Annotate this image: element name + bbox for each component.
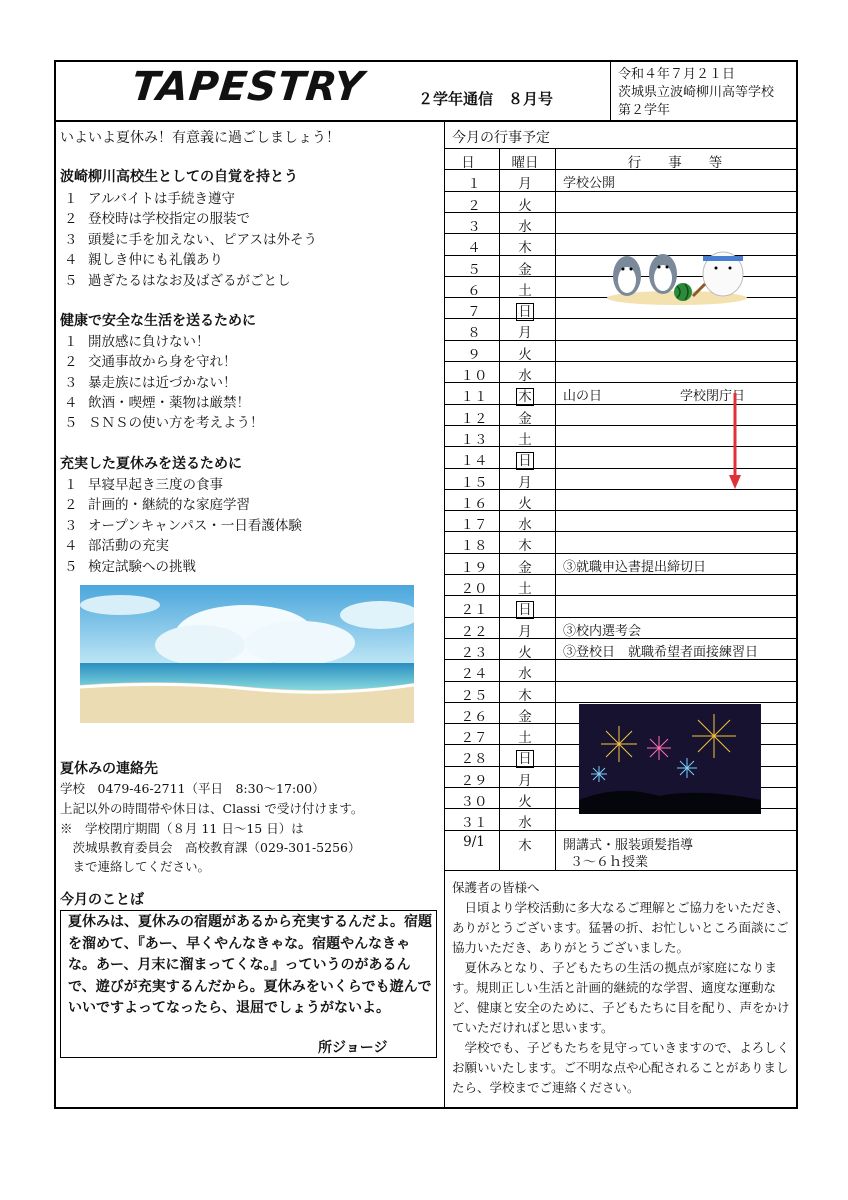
list-item: ４ 部活動の充実 (64, 538, 169, 554)
quote-title: 今月のことば (60, 892, 144, 908)
schedule-weekday (500, 684, 550, 704)
schedule-row-line (444, 446, 798, 447)
schedule-weekday (500, 471, 550, 491)
weekday-label: 月 (518, 474, 532, 491)
schedule-weekday (500, 726, 550, 746)
schedule-weekday (500, 620, 550, 640)
period-arrow (728, 393, 742, 489)
weekday-label: 金 (518, 261, 532, 278)
header-vertical-divider (610, 60, 611, 122)
section-title-summer: 充実した夏休みを送るために (60, 456, 242, 472)
schedule-day: １６ (460, 495, 488, 512)
schedule-weekday (500, 258, 550, 278)
weekday-label: 月 (518, 176, 532, 193)
list-item: ５ ＳＮＳの使い方を考えよう！ (64, 415, 264, 431)
schedule-bottom-line (444, 870, 798, 871)
schedule-col-line (555, 148, 556, 870)
contact-line: まで連絡してください。 (60, 859, 211, 874)
schedule-header-day: 日 (461, 155, 475, 171)
schedule-row-line (444, 617, 798, 618)
schedule-day: ３１ (460, 815, 488, 832)
schedule-row-line (444, 659, 798, 660)
schedule-weekday (500, 449, 550, 469)
list-item: ５ 検定試験への挑戦 (64, 559, 196, 575)
quote-text: 夏休みは、夏休みの宿題があるから充実するんだよ。宿題を溜めて、『あー、早くやんなきゃな。宿題やんなきゃな。あー、月末に溜まってくな。』っていうのがあるんで、遊びが充実するんだから。夏休みをいくらでも遊んでいいですよってなったら、退屈でしょうがないよ。 (68, 914, 432, 1016)
weekday-label: 火 (518, 346, 532, 363)
list-item: ２ 計画的・継続的な家庭学習 (64, 497, 250, 513)
parents-paragraph: 夏休みとなり、子どもたちの生活の拠点が家庭になります。規則正しい生活と計画的継続的な学習、適度な運動など、健康と安全のために、子どもたちに目を配り、声をかけていただければと思います。 (452, 960, 790, 1035)
schedule-row-line (444, 574, 798, 575)
schedule-weekday (500, 811, 550, 831)
contact-line: 茨城県教育委員会 高校教育課（029-301-5256） (60, 840, 361, 855)
schedule-event: ③登校日 就職希望者面接練習日 (563, 644, 759, 660)
schedule-weekday (500, 534, 550, 554)
contact-title: 夏休みの連絡先 (60, 761, 158, 777)
weekday-label: 土 (518, 730, 532, 747)
schedule-day: ４ (467, 240, 481, 257)
schedule-event: ３～６ｈ授業 (570, 854, 649, 870)
weekday-label: 水 (518, 368, 532, 384)
schedule-day: １８ (460, 538, 488, 555)
schedule-row-line (444, 681, 798, 682)
weekday-label: 日 (518, 602, 532, 619)
weekday-label: 火 (518, 495, 532, 512)
weekday-label: 木 (518, 240, 532, 257)
weekday-label: 火 (518, 644, 532, 661)
schedule-weekday (500, 790, 550, 810)
column-divider (444, 120, 445, 1109)
schedule-day: １２ (460, 410, 488, 427)
parents-title: 保護者の皆様へ (452, 880, 540, 895)
list-item: ２ 登校時は学校指定の服装で (64, 211, 250, 227)
schedule-weekday (500, 428, 550, 448)
weekday-label: 水 (518, 218, 532, 235)
schedule-row-line (444, 510, 798, 511)
schedule-day: ８ (467, 325, 481, 342)
section-title-awareness: 波崎柳川高校生としての自覚を持とう (60, 169, 298, 185)
schedule-weekday (500, 513, 550, 533)
schedule-day: ２２ (460, 623, 488, 640)
schedule-day: ２ (467, 197, 481, 214)
weekday-label: 水 (518, 815, 532, 832)
schedule-event: 開講式・服装頭髪指導 (563, 837, 694, 853)
schedule-weekday (500, 300, 550, 320)
schedule-day: ６ (467, 282, 481, 299)
schedule-weekday (500, 577, 550, 597)
schedule-weekday (500, 194, 550, 214)
schedule-day: １１ (460, 389, 488, 406)
contact-line: ※ 学校閉庁期間（８月 11 日～15 日）は (60, 821, 304, 836)
beach-illustration (80, 585, 414, 723)
schedule-weekday (500, 769, 550, 789)
parents-message (452, 878, 790, 1098)
schedule-day: ７ (467, 304, 481, 321)
schedule-day: ３０ (460, 794, 488, 810)
list-item: ５ 過ぎたるはなお及ばざるがごとし (64, 273, 291, 289)
schedule-day: ３ (467, 218, 481, 235)
list-item: ２ 交通事故から身を守れ！ (64, 354, 237, 370)
weekday-label: 月 (518, 623, 532, 640)
schedule-row-line (444, 340, 798, 341)
list-item: ４ 親しき仲にも礼儀あり (64, 252, 223, 268)
schedule-weekday (500, 321, 550, 341)
schedule-day: ２７ (460, 730, 488, 747)
schedule-day: ９ (467, 346, 481, 363)
schedule-weekday (500, 492, 550, 512)
weekday-label: 金 (518, 559, 532, 576)
schedule-row-line (444, 425, 798, 426)
weekday-label: 日 (518, 751, 532, 768)
schedule-weekday (500, 343, 550, 363)
section-title-health: 健康で安全な生活を送るために (60, 313, 256, 329)
weekday-label: 土 (518, 581, 532, 597)
schedule-row-line (444, 404, 798, 405)
schedule-row-line (444, 830, 798, 831)
schedule-weekday (500, 385, 550, 405)
weekday-label: 火 (518, 197, 532, 214)
grade-label: 第２学年 (618, 103, 671, 118)
weekday-label: 木 (518, 538, 532, 555)
weekday-label: 日 (518, 453, 532, 470)
contact-line: 上記以外の時間帯や休日は、Classi で受け付けます。 (60, 801, 364, 816)
penguin-bear-illustration (605, 236, 750, 306)
quote-author: 所ジョージ (318, 1040, 388, 1056)
schedule-day: ２５ (460, 687, 488, 704)
weekday-label: 木 (518, 389, 532, 406)
schedule-header-weekday: 曜日 (511, 155, 539, 171)
schedule-day: ２３ (460, 644, 488, 661)
schedule-row-line (444, 531, 798, 532)
schedule-event: 学校公開 (563, 176, 616, 192)
list-item: ３ オープンキャンパス・一日看護体験 (64, 518, 302, 534)
list-item: ３ 頭髪に手を加えない、ピアスは外そう (64, 232, 317, 248)
schedule-row-line (444, 318, 798, 319)
schedule-weekday (500, 236, 550, 256)
weekday-label: 月 (518, 772, 532, 789)
schedule-row-line (444, 212, 798, 213)
fireworks-illustration (579, 704, 761, 814)
schedule-row-line (444, 233, 798, 234)
list-item: １ アルバイトは手続き遵守 (64, 191, 236, 207)
weekday-label: 日 (518, 304, 532, 321)
schedule-row-line (444, 553, 798, 554)
weekday-label: 火 (518, 794, 532, 810)
school-name: 茨城県立波崎柳川高等学校 (618, 85, 775, 100)
contact-line: 学校 0479-46-2711（平日 8:30～17:00） (60, 781, 325, 796)
schedule-weekday (500, 407, 550, 427)
parents-paragraph: 学校でも、子どもたちを見守っていきますので、よろしくお願いいたします。ご不明な点や心配されることがありましたら、学校までご連絡ください。 (452, 1040, 790, 1095)
weekday-label: 水 (518, 517, 532, 534)
schedule-weekday (500, 662, 550, 682)
schedule-weekday: 木 (518, 837, 532, 854)
schedule-day: ２６ (460, 708, 488, 725)
schedule-event: ③校内選考会 (563, 623, 642, 639)
weekday-label: 金 (518, 708, 532, 725)
weekday-label: 木 (518, 687, 532, 704)
schedule-day: １３ (460, 431, 488, 448)
schedule-day: ２４ (460, 666, 488, 683)
parents-paragraph: 日頃より学校活動に多大なるご理解とご協力をいただき、ありがとうございます。猛暑の折、お忙しいところ面談にご協力いただき、ありがとうございました。 (452, 900, 790, 955)
schedule-row-line (444, 468, 798, 469)
schedule-row-line (444, 382, 798, 383)
schedule-weekday (500, 747, 550, 767)
list-item: ３ 暴走族には近づかない！ (64, 375, 237, 391)
schedule-day: 9/1 (463, 833, 485, 850)
weekday-label: 土 (518, 282, 532, 299)
header-divider (54, 120, 798, 122)
schedule-day: ２０ (460, 581, 488, 597)
schedule-event: ③就職申込書提出締切日 (563, 559, 707, 575)
schedule-weekday (500, 172, 550, 192)
schedule-row-line (444, 361, 798, 362)
weekday-label: 月 (518, 325, 532, 342)
schedule-day: １０ (460, 368, 488, 384)
schedule-row-line (444, 638, 798, 639)
lead-text: いよいよ夏休み！有意義に過ごしましょう！ (60, 130, 340, 146)
schedule-weekday (500, 215, 550, 235)
schedule-day: １７ (460, 517, 488, 534)
issue-title: ２学年通信 ８月号 (418, 90, 554, 108)
schedule-day: １ (467, 176, 481, 193)
weekday-label: 土 (518, 431, 532, 448)
schedule-weekday (500, 598, 550, 618)
schedule-header-top-line (444, 148, 798, 149)
schedule-header-event: 行 事 等 (627, 155, 723, 171)
schedule-day: １９ (460, 559, 488, 576)
schedule-weekday (500, 279, 550, 299)
weekday-label: 水 (518, 666, 532, 683)
schedule-weekday (500, 705, 550, 725)
list-item: １ 開放感に負けない！ (64, 334, 210, 350)
schedule-title: 今月の行事予定 (452, 130, 550, 146)
schedule-row-line (444, 702, 798, 703)
schedule-col-line (499, 148, 500, 870)
newsletter-logo: TAPESTRY (129, 64, 367, 110)
schedule-event: 山の日 学校閉庁日 (563, 389, 746, 405)
schedule-day: ５ (467, 261, 481, 278)
schedule-day: １４ (460, 453, 488, 470)
schedule-row-line (444, 595, 798, 596)
schedule-row-line (444, 169, 798, 170)
schedule-weekday (500, 556, 550, 576)
list-item: １ 早寝早起き三度の食事 (64, 477, 223, 493)
schedule-weekday (500, 364, 550, 384)
schedule-day: １５ (460, 474, 488, 491)
schedule-row-line (444, 191, 798, 192)
schedule-day: ２８ (460, 751, 488, 768)
schedule-row-line (444, 489, 798, 490)
schedule-day: ２１ (460, 602, 488, 619)
issue-date: 令和４年７月２１日 (618, 67, 736, 82)
weekday-label: 金 (518, 410, 532, 427)
schedule-day: ２９ (460, 772, 488, 789)
list-item: ４ 飲酒・喫煙・薬物は厳禁！ (64, 395, 250, 411)
schedule-weekday (500, 641, 550, 661)
